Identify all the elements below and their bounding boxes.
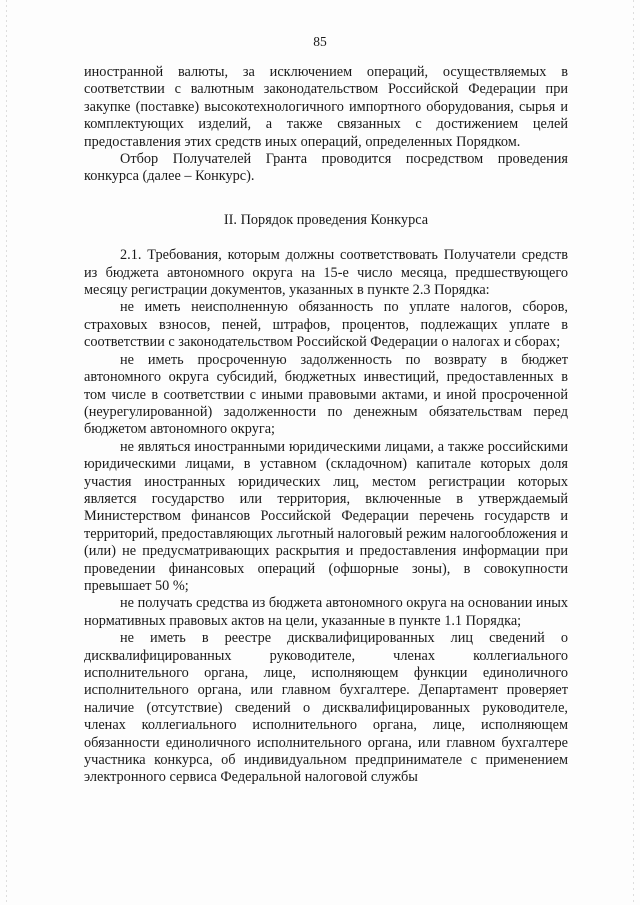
paragraph-other-funds: не получать средства из бюджета автономного округа на основании иных нормативных правовых актов на цели, указанные в пункте 1.1 Порядка; (84, 595, 568, 629)
paragraph-continuation: иностранной валюты, за исключением операций, осуществляемых в соответствии с валютным законодательством Российской Федерации при закупке (поставке) высокотехнологичного импортного оборудования, сырья и комплектующих изделий, а также связанных с достижением целей предоставления этих средств иных операций, определенных Порядком. (84, 64, 568, 150)
document-body (84, 64, 568, 787)
section-heading: II. Порядок проведения Конкурса (223, 211, 429, 228)
paragraph-foreign-entities: не являться иностранными юридическими лицами, а также российскими юридическими лицами, в уставном (складочном) капитале которых доля участия иностранных юридических лиц, местом регистрации которых является государство или территория, включенные в утверждаемый Министерством финансов Российской Федерации перечень государств и территорий, предоставляющих льготный налоговый режим налогообложения и (или) не предусматривающих раскрытия и предоставления информации при проведении финансовых операций (офшорные зоны), в совокупности превышает 50 %; (84, 438, 568, 594)
page-number: 85 (313, 34, 327, 49)
paragraph-selection: Отбор Получателей Гранта проводится посредством проведения конкурса (далее – Конкурс). (84, 151, 568, 185)
paragraph-tax-obligation: не иметь неисполненную обязанность по уплате налогов, сборов, страховых взносов, пеней, штрафов, процентов, подлежащих уплате в соответствии с законодательством Российской Федерации о налогах и сборах; (84, 299, 568, 351)
paragraph-overdue-debt: не иметь просроченную задолженность по возврату в бюджет автономного округа субсидий, бюджетных инвестиций, предоставленных в том числе в соответствии с иными правовыми актами, и иной просроченной (неурегулированной) задолженности по денежным обязательствам перед бюджетом автономного округа; (84, 351, 568, 438)
scan-edge-left (6, 0, 7, 905)
paragraph-requirements: 2.1. Требования, которым должны соответствовать Получатели средств из бюджета автономного округа на 15-е число месяца, предшествующего месяцу регистрации документов, указанных в пункте 2.3 Порядка: (84, 247, 568, 299)
paragraph-disqualified-persons: не иметь в реестре дисквалифицированных лиц сведений о дисквалифицированных руководителе, членах коллегиального исполнительного органа, лице, исполняющем функции единоличного исполнительного органа, или главном бухгалтере. Департамент проверяет наличие (отсутствие) сведений о дисквалифицированных руководителе, членах коллегиального исполнительного органа, лице, исполняющем обязанности единоличного исполнительного органа, или главном бухгалтере участника конкурса, об индивидуальном предпринимателе с применением электронного сервиса Федеральной налоговой службы (84, 630, 568, 786)
scan-edge-right (633, 0, 634, 905)
